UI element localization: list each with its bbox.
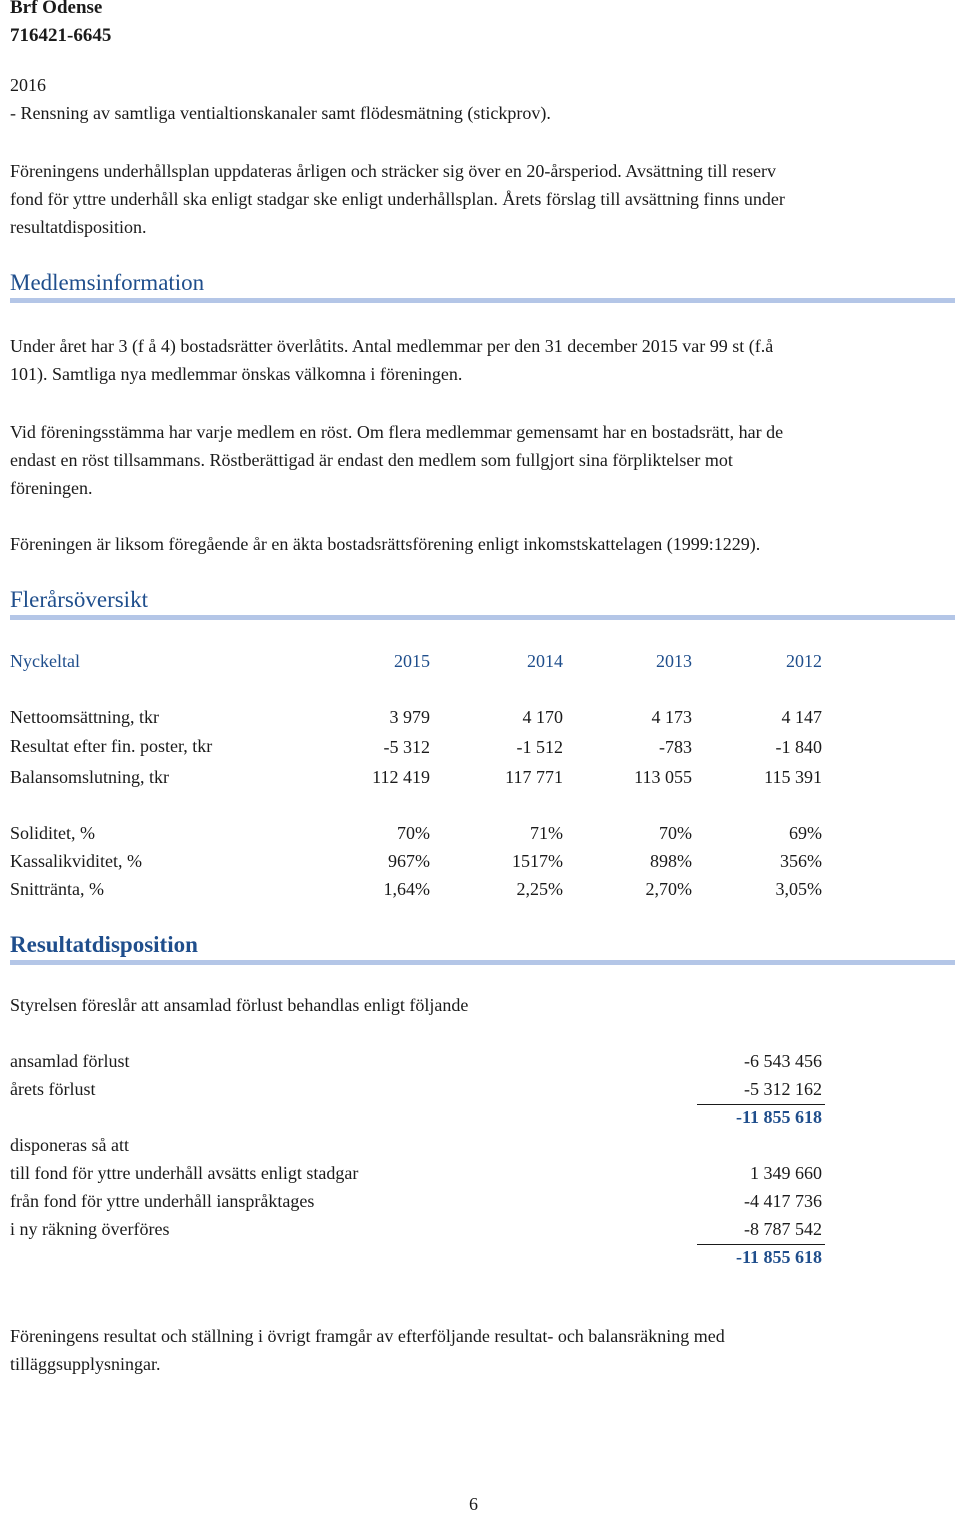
accumulated-loss-value: -6 543 456 — [744, 1051, 822, 1071]
page-number: 6 — [469, 1494, 478, 1514]
member-text: föreningen. — [10, 478, 93, 498]
section-heading-disposition: Resultatdisposition — [10, 932, 198, 957]
section-rule — [10, 298, 955, 303]
row-value: 898% — [650, 851, 692, 871]
row-value: -1 512 — [516, 737, 563, 757]
allocation-value: -8 787 542 — [744, 1219, 822, 1239]
row-value: 2,25% — [516, 879, 563, 899]
row-value: 356% — [780, 851, 822, 871]
row-value: 70% — [397, 823, 430, 843]
table-header-year: 2013 — [656, 651, 692, 671]
maintenance-year: 2016 — [10, 75, 46, 95]
plan-line: fond för yttre underhåll ska enligt stadgar ske enligt underhållsplan. Årets förslag till avsättning finns under — [10, 189, 785, 209]
member-text: Vid föreningsstämma har varje medlem en röst. Om flera medlemmar gemensamt har en bostadsrätt, har de — [10, 422, 784, 442]
table-header-year: 2015 — [394, 651, 430, 671]
row-value: 2,70% — [645, 879, 692, 899]
row-label: Resultat efter fin. poster, tkr — [10, 736, 213, 756]
row-value: 4 170 — [522, 707, 563, 727]
row-value: 117 771 — [505, 767, 563, 787]
maintenance-item: - Rensning av samtliga ventialtionskanaler samt flödesmätning (stickprov). — [10, 103, 551, 123]
row-value: 4 173 — [651, 707, 692, 727]
row-value: -1 840 — [775, 737, 822, 757]
row-value: 967% — [388, 851, 430, 871]
allocation-value: -4 417 736 — [744, 1191, 822, 1211]
allocation-label: till fond för yttre underhåll avsätts enligt stadgar — [10, 1163, 359, 1183]
table-header-year: 2014 — [527, 651, 563, 671]
row-label: Snittränta, % — [10, 879, 104, 899]
section-heading-members: Medlemsinformation — [10, 270, 205, 295]
row-value: -783 — [659, 737, 692, 757]
row-value: -5 312 — [383, 737, 430, 757]
row-value: 3 979 — [389, 707, 430, 727]
org-name: Brf Odense — [10, 0, 103, 18]
row-value: 70% — [659, 823, 692, 843]
row-label: Kassalikviditet, % — [10, 851, 142, 871]
row-label: Balansomslutning, tkr — [10, 767, 169, 787]
row-value: 69% — [789, 823, 822, 843]
row-value: 4 147 — [781, 707, 822, 727]
section-rule — [10, 960, 955, 965]
year-loss-value: -5 312 162 — [744, 1079, 822, 1099]
member-text: Föreningen är liksom föregående år en äkta bostadsrättsförening enligt inkomstskattelagen (1999:1229). — [10, 534, 761, 554]
total-value: -11 855 618 — [735, 1247, 822, 1267]
allocation-value: 1 349 660 — [750, 1163, 822, 1183]
closing-text: tilläggsupplysningar. — [10, 1354, 161, 1374]
allocation-label: från fond för yttre underhåll ianspråktages — [10, 1191, 315, 1211]
sum-underline — [697, 1244, 825, 1245]
row-value: 115 391 — [764, 767, 822, 787]
plan-line: resultatdisposition. — [10, 217, 147, 237]
section-heading-overview: Flerårsöversikt — [10, 587, 148, 612]
year-loss-label: årets förlust — [10, 1079, 96, 1099]
accumulated-loss-label: ansamlad förlust — [10, 1051, 130, 1071]
member-text: Under året har 3 (f å 4) bostadsrätter överlåtits. Antal medlemmar per den 31 december 2015 var 99 st (f.å — [10, 336, 774, 356]
closing-text: Föreningens resultat och ställning i övrigt framgår av efterföljande resultat- och balansräkning med — [10, 1326, 725, 1346]
org-number: 716421-6645 — [10, 25, 112, 46]
row-value: 1,64% — [383, 879, 430, 899]
row-value: 71% — [530, 823, 563, 843]
dispose-label: disponeras så att — [10, 1135, 129, 1155]
member-text: endast en röst tillsammans. Röstberättigad är endast den medlem som fullgjort sina förpliktelser mot — [10, 450, 733, 470]
table-header-label: Nyckeltal — [10, 651, 80, 671]
row-value: 3,05% — [775, 879, 822, 899]
section-rule — [10, 615, 955, 620]
row-value: 112 419 — [372, 767, 430, 787]
table-header-year: 2012 — [786, 651, 822, 671]
row-value: 1517% — [512, 851, 563, 871]
total-value: -11 855 618 — [735, 1107, 822, 1127]
plan-line: Föreningens underhållsplan uppdateras årligen och sträcker sig över en 20-årsperiod. Avsättning till reserv — [10, 161, 776, 181]
row-value: 113 055 — [634, 767, 692, 787]
allocation-label: i ny räkning överföres — [10, 1219, 170, 1239]
row-label: Nettoomsättning, tkr — [10, 707, 159, 727]
disposition-intro: Styrelsen föreslår att ansamlad förlust behandlas enligt följande — [10, 995, 469, 1015]
member-text: 101). Samtliga nya medlemmar önskas välkomna i föreningen. — [10, 364, 463, 384]
sum-underline — [697, 1104, 825, 1105]
row-label: Soliditet, % — [10, 823, 95, 843]
